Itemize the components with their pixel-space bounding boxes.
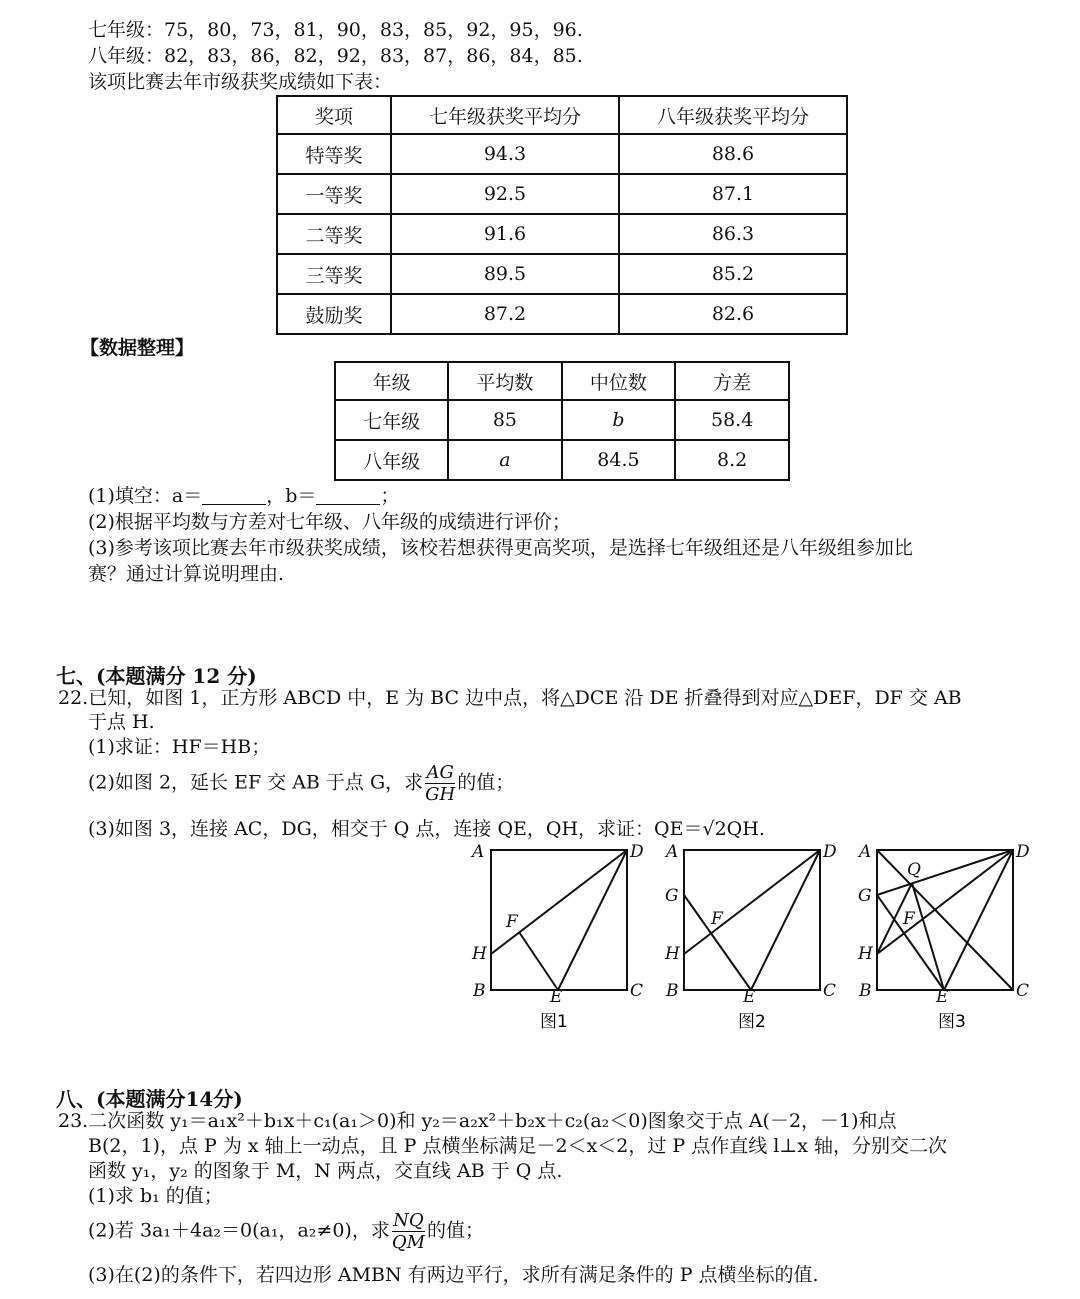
segment-ed — [751, 850, 820, 990]
award-name: 一等奖 — [277, 174, 391, 214]
q22-part2-suffix: 的值； — [457, 771, 515, 794]
segment-ed — [944, 850, 1013, 990]
grade8-award-score: 88.6 — [619, 134, 847, 174]
blank-a[interactable] — [202, 486, 266, 505]
q22-part1: (1)求证：HF＝HB； — [88, 736, 271, 758]
q21-part1-mid: ，b＝ — [266, 485, 317, 507]
grade8-award-score: 87.1 — [619, 174, 847, 214]
data-section-title: 【数据整理】 — [80, 337, 195, 359]
segment-qe — [912, 883, 944, 990]
label-c: C — [630, 981, 644, 1001]
fraction-numerator: AG — [426, 762, 454, 783]
stats-header-cell: 中位数 — [562, 362, 676, 400]
fraction-denominator: QM — [391, 1232, 426, 1253]
q23-stem-b: B(2，1)，点 P 为 x 轴上一动点，且 P 点横坐标满足－2＜x＜2，过 P 点作直线 l⊥x 轴，分别交二次 — [88, 1135, 947, 1157]
grade7-award-score: 92.5 — [391, 174, 619, 214]
grade-name: 八年级 — [335, 440, 448, 480]
q23-part3: (3)在(2)的条件下，若四边形 AMBN 有两边平行，求所有满足条件的 P 点横坐标的值. — [88, 1264, 819, 1286]
grade7-award-score: 94.3 — [391, 134, 619, 174]
grade8-award-score: 86.3 — [619, 214, 847, 254]
q21-part1-prefix: (1)填空：a＝ — [88, 485, 203, 507]
grade8-scores: 八年级：82，83，86，82，92，83，87，86，84，85. — [88, 45, 583, 67]
label-a: A — [666, 842, 679, 862]
grade8-award-score: 82.6 — [619, 294, 847, 334]
grade7-award-score: 89.5 — [391, 254, 619, 294]
label-d: D — [823, 842, 837, 862]
segment-gd — [877, 850, 1013, 895]
q23-part2 — [88, 1210, 484, 1253]
q23-stem-a: 23.二次函数 y₁＝a₁x²＋b₁x＋c₁(a₁＞0)和 y₂＝a₂x²＋b₂x＋c₂(a₂＜0)图象交于点 A(－2，－1)和点 — [58, 1110, 897, 1132]
mean-value: a — [448, 440, 561, 480]
mean-value: 85 — [448, 400, 561, 440]
label-f: F — [903, 909, 915, 929]
label-a: A — [859, 842, 872, 862]
label-h: H — [665, 944, 680, 964]
stats-table-header — [335, 362, 789, 400]
fraction-nq-qm — [392, 1210, 425, 1253]
stats-header-cell: 方差 — [675, 362, 789, 400]
median-value: 84.5 — [562, 440, 676, 480]
caption-figure-2: 图2 — [738, 1012, 766, 1032]
caption-figure-3: 图3 — [938, 1012, 966, 1032]
q22-stem-b: 于点 H. — [88, 711, 155, 733]
award-name: 三等奖 — [277, 254, 391, 294]
label-f: F — [711, 909, 723, 929]
fraction-denominator: GH — [425, 784, 456, 805]
geometry-figures — [0, 835, 1080, 1055]
square-abcd — [684, 850, 820, 990]
figure-3 — [877, 850, 1013, 990]
table-row — [335, 400, 789, 440]
caption-figure-1: 图1 — [540, 1012, 568, 1032]
stats-header-cell: 年级 — [335, 362, 448, 400]
grade8-award-score: 85.2 — [619, 254, 847, 294]
table-row — [335, 440, 789, 480]
table-row — [277, 294, 847, 334]
last-year-intro: 该项比赛去年市级获奖成绩如下表： — [88, 71, 393, 93]
label-c: C — [823, 981, 837, 1001]
award-name: 二等奖 — [277, 214, 391, 254]
award-header-cell: 八年级获奖平均分 — [619, 96, 847, 134]
segment-ed — [558, 850, 627, 990]
label-b: B — [666, 981, 679, 1001]
grade7-scores: 七年级：75，80，73，81，90，83，85，92，95，96. — [88, 19, 583, 41]
q23-part2-suffix: 的值； — [427, 1219, 485, 1242]
grade-name: 七年级 — [335, 400, 448, 440]
segment-fe — [519, 932, 558, 990]
label-c: C — [1016, 981, 1030, 1001]
q23-stem-c: 函数 y₁，y₂ 的图象于 M，N 两点，交直线 AB 于 Q 点. — [88, 1160, 563, 1182]
award-table-header — [277, 96, 847, 134]
fraction-ag-gh — [425, 762, 455, 805]
blank-b[interactable] — [316, 486, 380, 505]
figure-2 — [684, 850, 820, 990]
variance-value: 58.4 — [675, 400, 789, 440]
fraction-numerator: NQ — [393, 1210, 424, 1231]
stats-table — [334, 361, 790, 481]
label-f: F — [506, 912, 518, 932]
q21-part3b: 赛？通过计算说明理由. — [88, 563, 285, 585]
label-d: D — [630, 842, 644, 862]
stats-header-cell: 平均数 — [448, 362, 561, 400]
label-q: Q — [907, 860, 921, 880]
q21-part3a: (3)参考该项比赛去年市级获奖成绩，该校若想获得更高奖项，是选择七年级组还是八年级组参加比 — [88, 537, 913, 559]
grade7-award-score: 91.6 — [391, 214, 619, 254]
segment-hd — [684, 850, 820, 954]
q22-stem-a: 22.已知，如图 1，正方形 ABCD 中，E 为 BC 边中点，将△DCE 沿 DE 折叠得到对应△DEF，DF 交 AB — [58, 687, 962, 709]
q22-part2-prefix: (2)如图 2，延长 EF 交 AB 于点 G，求 — [88, 771, 424, 794]
q21-part2: (2)根据平均数与方差对七年级、八年级的成绩进行评价； — [88, 511, 571, 533]
award-table — [276, 95, 848, 335]
table-row — [277, 254, 847, 294]
award-header-cell: 奖项 — [277, 96, 391, 134]
label-h: H — [858, 944, 873, 964]
table-row — [277, 214, 847, 254]
label-e: E — [743, 987, 756, 1007]
q22-part3: (3)如图 3，连接 AC，DG，相交于 Q 点，连接 QE，QH，求证：QE＝√2QH. — [88, 818, 765, 840]
label-h: H — [472, 944, 487, 964]
label-g: G — [858, 886, 872, 906]
label-b: B — [859, 981, 872, 1001]
label-e: E — [936, 987, 949, 1007]
grade7-award-score: 87.2 — [391, 294, 619, 334]
segment-hd — [491, 850, 627, 954]
label-e: E — [550, 987, 563, 1007]
table-row — [277, 134, 847, 174]
award-name: 鼓励奖 — [277, 294, 391, 334]
award-name: 特等奖 — [277, 134, 391, 174]
table-row — [277, 174, 847, 214]
q22-part2 — [88, 762, 514, 805]
segment-hd — [877, 850, 1013, 954]
section7-title: 七、(本题满分 12 分) — [56, 664, 257, 688]
q23-part1: (1)求 b₁ 的值； — [88, 1185, 223, 1207]
award-header-cell: 七年级获奖平均分 — [391, 96, 619, 134]
median-value: b — [562, 400, 676, 440]
label-g: G — [665, 886, 679, 906]
label-b: B — [473, 981, 486, 1001]
q21-part1-end: ； — [380, 485, 400, 507]
label-d: D — [1016, 842, 1030, 862]
segment-ac — [877, 850, 1013, 990]
q21-part1 — [88, 484, 399, 508]
section8-title: 八、(本题满分14分) — [56, 1087, 243, 1111]
label-a: A — [472, 842, 485, 862]
variance-value: 8.2 — [675, 440, 789, 480]
q23-part2-prefix: (2)若 3a₁＋4a₂＝0(a₁，a₂≠0)，求 — [88, 1219, 390, 1242]
